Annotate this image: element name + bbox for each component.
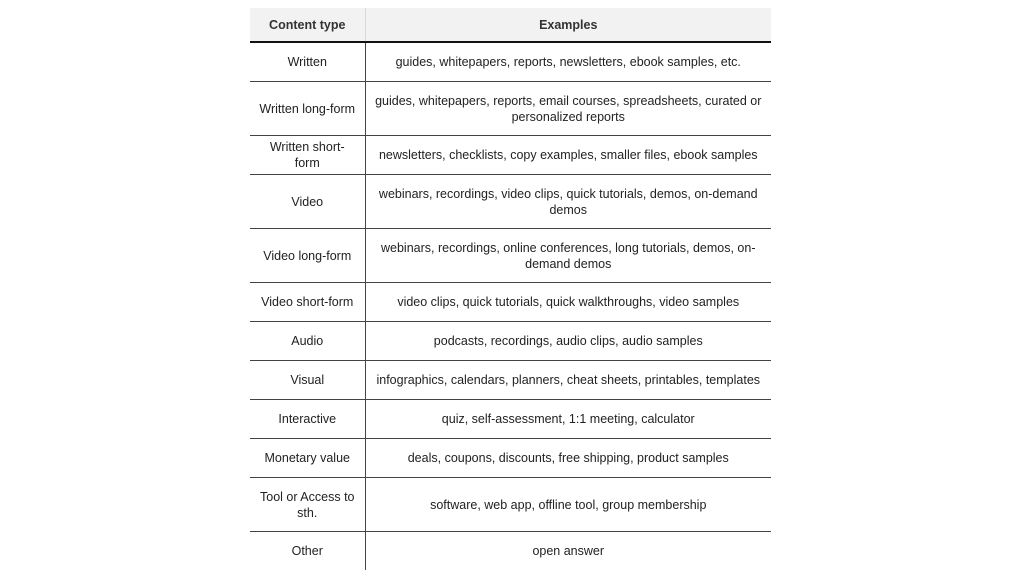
examples-cell: video clips, quick tutorials, quick walkthroughs, video samples [365, 283, 771, 322]
examples-cell: podcasts, recordings, audio clips, audio samples [365, 322, 771, 361]
content-type-table [250, 8, 771, 570]
examples-cell: infographics, calendars, planners, cheat sheets, printables, templates [365, 361, 771, 400]
header-row [250, 8, 771, 42]
examples-cell: software, web app, offline tool, group membership [365, 478, 771, 532]
examples-cell: newsletters, checklists, copy examples, smaller files, ebook samples [365, 136, 771, 175]
content-type-cell: Video short-form [250, 283, 365, 322]
table-body [250, 42, 771, 570]
table-row [250, 229, 771, 283]
content-type-cell: Tool or Access to sth. [250, 478, 365, 532]
examples-cell: open answer [532, 544, 605, 558]
content-type-cell: Written short-form [250, 136, 365, 175]
examples-cell: deals, coupons, discounts, free shipping, product samples [365, 439, 771, 478]
content-type-cell: Interactive [250, 400, 365, 439]
table-row [250, 136, 771, 175]
content-type-cell: Other [250, 532, 365, 571]
content-type-table-container [250, 8, 771, 570]
header-examples: Examples [365, 8, 771, 42]
examples-cell: quiz, self-assessment, 1:1 meeting, calculator [365, 400, 771, 439]
examples-cell: webinars, recordings, online conferences, long tutorials, demos, on-demand demos [365, 229, 771, 283]
examples-cell: webinars, recordings, video clips, quick tutorials, demos, on-demand demos [365, 175, 771, 229]
content-type-cell: Video [250, 175, 365, 229]
table-header [250, 8, 771, 42]
table-row [250, 361, 771, 400]
table-row [250, 175, 771, 229]
content-type-cell: Monetary value [250, 439, 365, 478]
header-content-type: Content type [250, 8, 365, 42]
table-row [250, 283, 771, 322]
table-row [250, 42, 771, 82]
table-row [250, 400, 771, 439]
table-row [250, 322, 771, 361]
content-type-cell: Written [250, 42, 365, 82]
table-row [250, 82, 771, 136]
table-row [250, 478, 771, 532]
table-row [250, 532, 771, 571]
examples-cell: guides, whitepapers, reports, newsletters, ebook samples, etc. [365, 42, 771, 82]
content-type-cell: Visual [250, 361, 365, 400]
content-type-cell: Audio [250, 322, 365, 361]
table-row [250, 439, 771, 478]
content-type-cell: Video long-form [250, 229, 365, 283]
examples-cell: guides, whitepapers, reports, email courses, spreadsheets, curated or personalized reports [365, 82, 771, 136]
content-type-cell: Written long-form [250, 82, 365, 136]
